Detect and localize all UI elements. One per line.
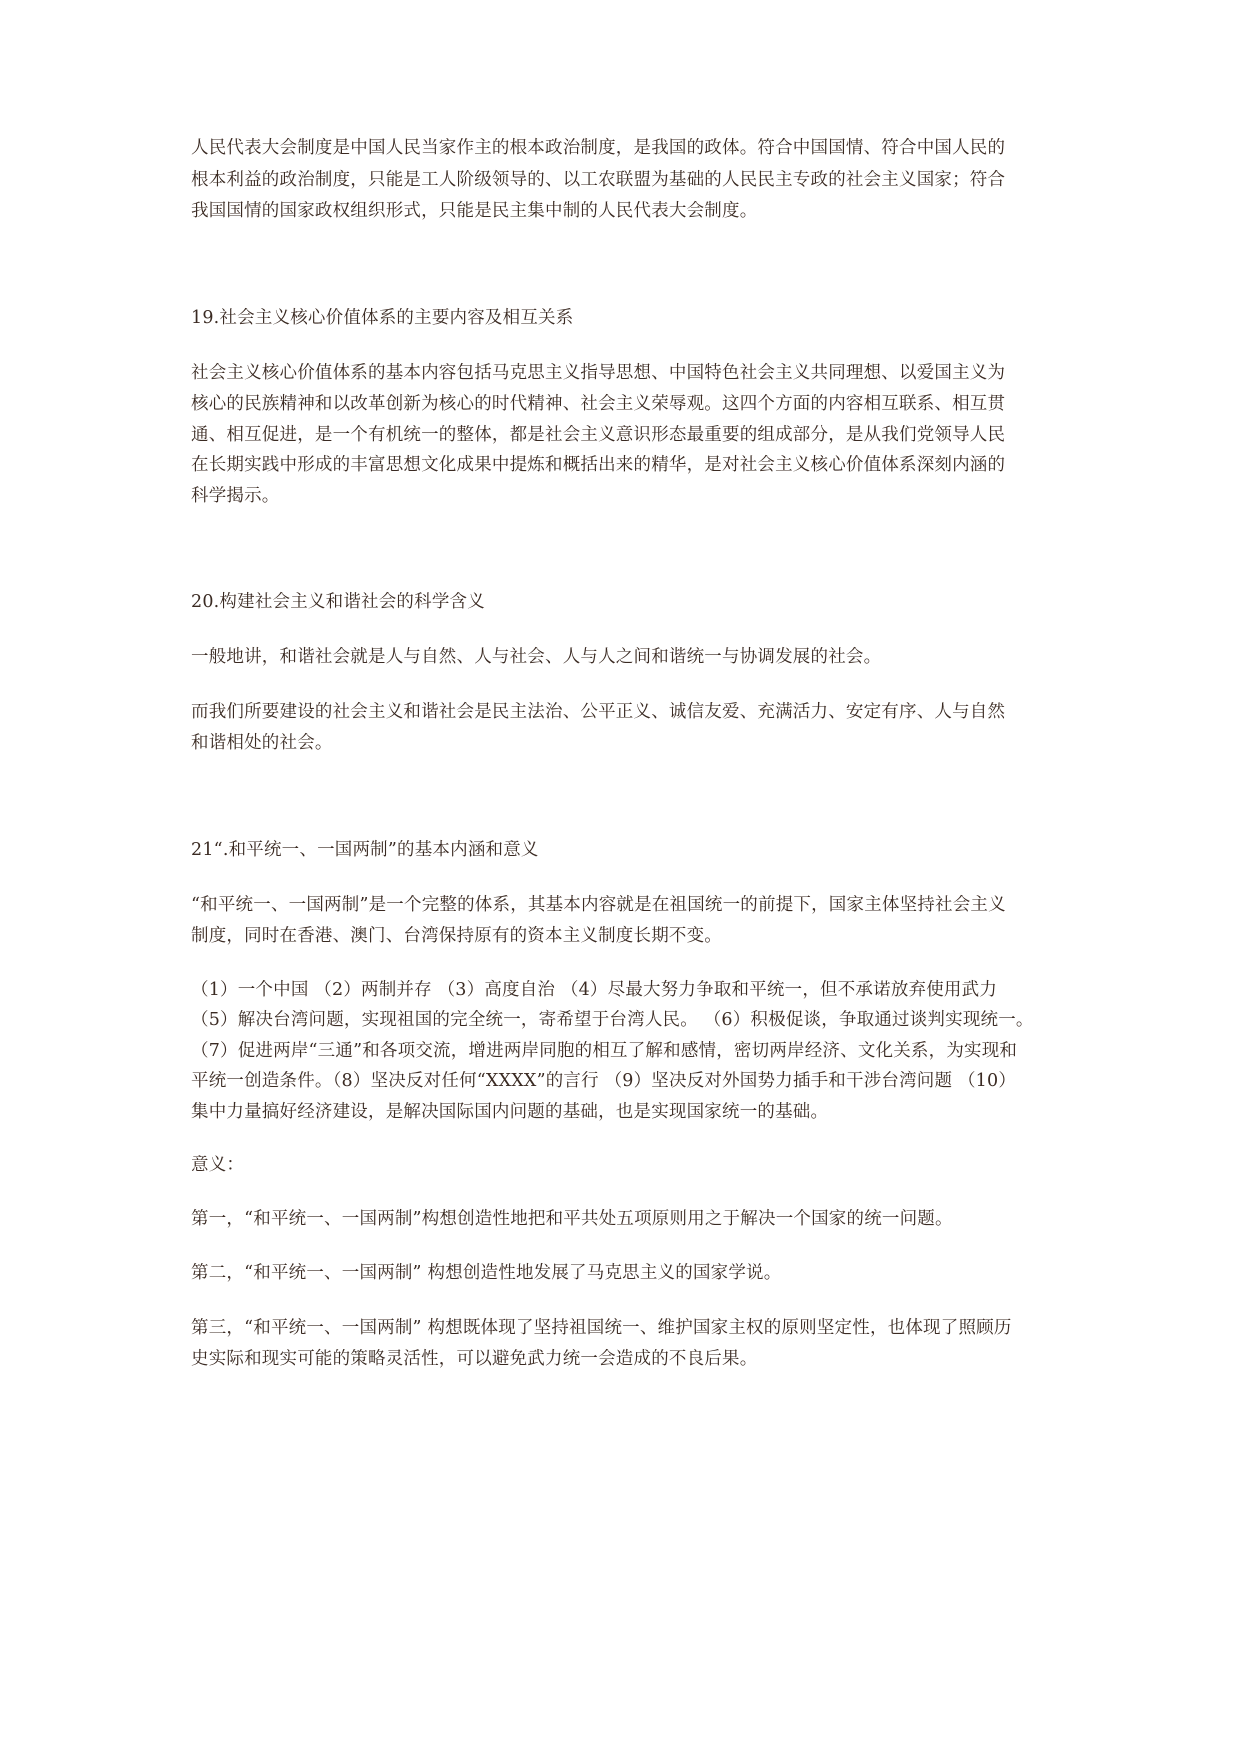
paragraph-line: 通、相互促进，是一个有机统一的整体，都是社会主义意识形态最重要的组成部分，是从我们党领导人民 [191,425,1006,445]
points-line: （5）解决台湾问题，实现祖国的完全统一，寄希望于台湾人民。 （6）积极促谈，争取通过谈判实现统一。 [191,1010,1034,1030]
meaning-second: 第二，“和平统一、一国两制” 构想创造性地发展了马克思主义的国家学说。 [191,1263,782,1283]
meaning-label: 意义： [191,1155,245,1175]
paragraph-line: 和谐相处的社会。 [191,733,333,753]
section-heading-21: 21“.和平统一、一国两制”的基本内涵和意义 [191,840,539,860]
paragraph-line: 根本利益的政治制度，只能是工人阶级领导的、以工农联盟为基础的人民民主专政的社会主义国家；符合 [191,170,1006,190]
paragraph-line: “和平统一、一国两制”是一个完整的体系，其基本内容就是在祖国统一的前提下，国家主体坚持社会主义 [191,895,1006,915]
meaning-third-line: 第三，“和平统一、一国两制” 构想既体现了坚持祖国统一、维护国家主权的原则坚定性，也体现了照顾历 [191,1318,1012,1338]
meaning-third-line: 史实际和现实可能的策略灵活性，可以避免武力统一会造成的不良后果。 [191,1349,758,1369]
points-line: （1）一个中国 （2）两制并存 （3）高度自治 （4）尽最大努力争取和平统一，但不承诺放弃使用武力 [191,980,998,1000]
paragraph-line: 我国国情的国家政权组织形式，只能是民主集中制的人民代表大会制度。 [191,201,758,221]
section-heading-19: 19.社会主义核心价值体系的主要内容及相互关系 [191,308,574,328]
meaning-first: 第一，“和平统一、一国两制”构想创造性地把和平共处五项原则用之于解决一个国家的统一问题。 [191,1209,953,1229]
paragraph-line: 科学揭示。 [191,486,280,506]
section-heading-20: 20.构建社会主义和谐社会的科学含义 [191,592,485,612]
paragraph-line: 社会主义核心价值体系的基本内容包括马克思主义指导思想、中国特色社会主义共同理想、以爱国主义为 [191,363,1006,383]
paragraph-line: 制度，同时在香港、澳门、台湾保持原有的资本主义制度长期不变。 [191,926,722,946]
paragraph-line: 一般地讲，和谐社会就是人与自然、人与社会、人与人之间和谐统一与协调发展的社会。 [191,647,882,667]
paragraph-line: 人民代表大会制度是中国人民当家作主的根本政治制度，是我国的政体。符合中国国情、符合中国人民的 [191,138,1006,158]
paragraph-line: 而我们所要建设的社会主义和谐社会是民主法治、公平正义、诚信友爱、充满活力、安定有序、人与自然 [191,702,1006,722]
points-line: 平统一创造条件。（8）坚决反对任何“XXXX”的言行 （9）坚决反对外国势力插手和干涉台湾问题 （10） [191,1071,1017,1091]
paragraph-line: 在长期实践中形成的丰富思想文化成果中提炼和概括出来的精华，是对社会主义核心价值体系深刻内涵的 [191,455,1006,475]
points-line: 集中力量搞好经济建设，是解决国际国内问题的基础，也是实现国家统一的基础。 [191,1102,829,1122]
paragraph-line: 核心的民族精神和以改革创新为核心的时代精神、社会主义荣辱观。这四个方面的内容相互联系、相互贯 [191,394,1006,414]
points-line: （7）促进两岸“三通”和各项交流，增进两岸同胞的相互了解和感情，密切两岸经济、文化关系，为实现和 [191,1041,1018,1061]
